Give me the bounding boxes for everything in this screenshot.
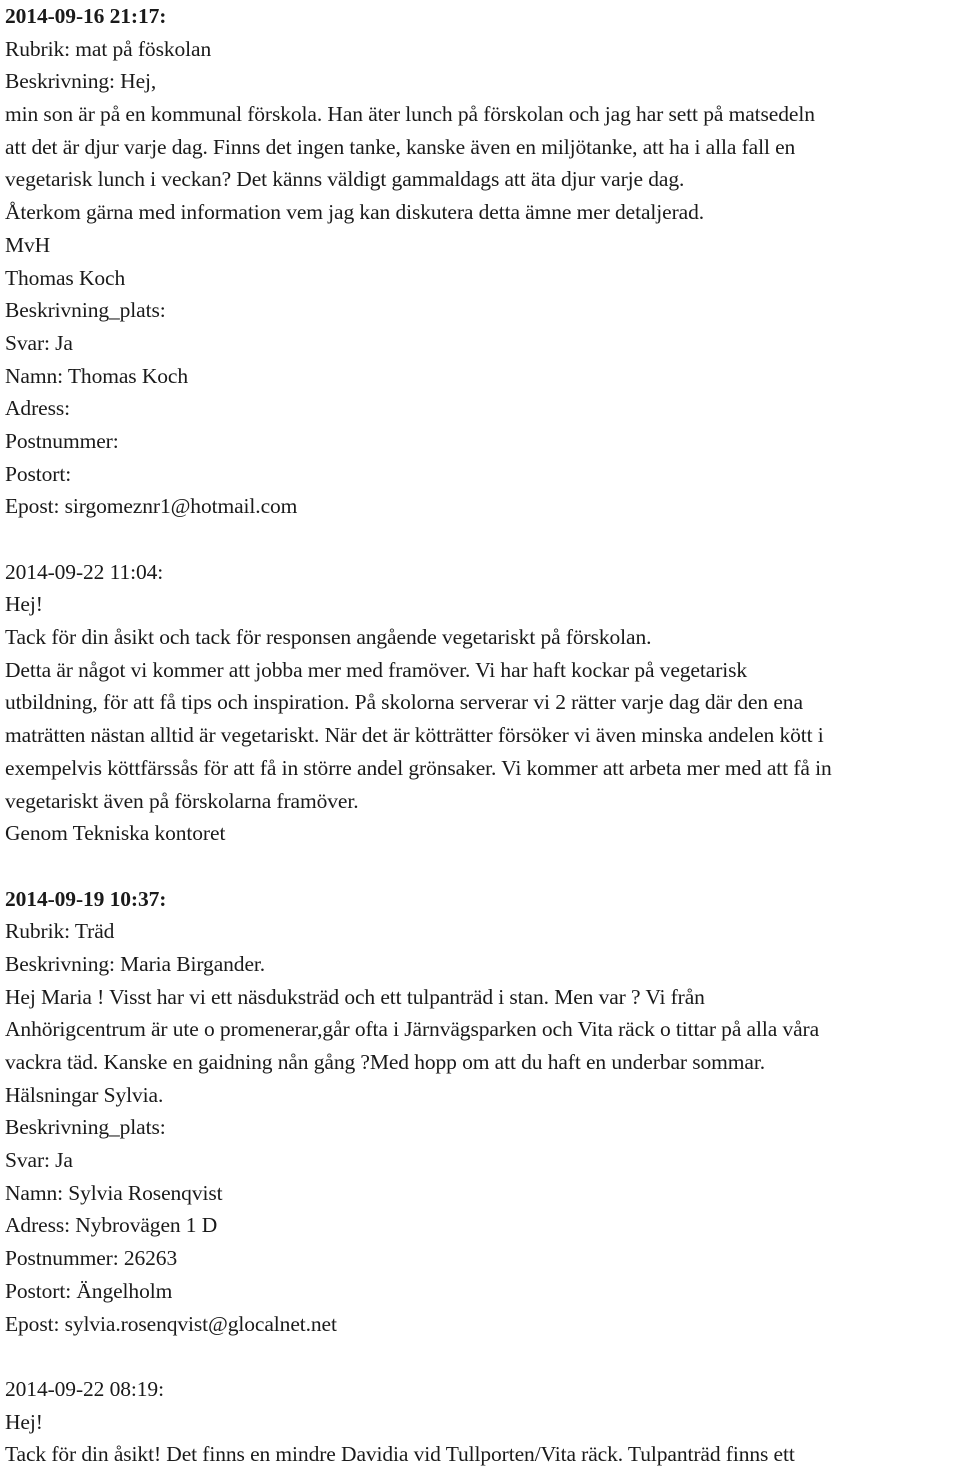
field-postnummer: Postnummer: (5, 428, 119, 453)
entry-body-line: min son är på en kommunal förskola. Han äter lunch på förskolan och jag har sett på matsedeln (5, 102, 815, 127)
reply-timestamp: 2014-09-22 11:04: (5, 559, 164, 584)
field-postnummer: Postnummer: 26263 (5, 1246, 178, 1271)
submission-entry-2 (5, 883, 960, 1341)
field-namn: Namn: Thomas Koch (5, 363, 189, 388)
entry-body-line: Återkom gärna med information vem jag kan diskutera detta ämne mer detaljerad. (5, 200, 705, 225)
reply-entry-1 (5, 556, 960, 850)
field-beskrivning-plats: Beskrivning_plats: (5, 1115, 166, 1140)
field-adress: Adress: (5, 396, 70, 421)
entry-rubrik: Rubrik: mat på föskolan (5, 36, 212, 61)
reply-line: Hej! (5, 1409, 43, 1434)
field-svar: Svar: Ja (5, 1148, 73, 1173)
entry-body-line: Hej Maria ! Visst har vi ett näsduksträd och ett tulpanträd i stan. Men var ? Vi från (5, 984, 705, 1009)
reply-entry-2 (5, 1373, 960, 1471)
field-postort: Postort: (5, 461, 72, 486)
reply-line: Hej! (5, 592, 43, 617)
reply-line: Tack för din åsikt och tack för responsen angående vegetariskt på förskolan. (5, 625, 652, 650)
spacer (5, 850, 960, 883)
reply-line: exempelvis köttfärssås för att få in större andel grönsaker. Vi kommer att arbeta mer med att få in (5, 755, 832, 780)
reply-line: maträtten nästan alltid är vegetariskt. När det är kötträtter försöker vi även minska andelen kött i (5, 723, 824, 748)
entry-body-line: Thomas Koch (5, 265, 126, 290)
entry-body-line: att det är djur varje dag. Finns det ingen tanke, kanske även en miljötanke, att ha i alla fall en (5, 134, 796, 159)
field-postort: Postort: Ängelholm (5, 1278, 173, 1303)
reply-line: Detta är något vi kommer att jobba mer med framöver. Vi har haft kockar på vegetarisk (5, 657, 748, 682)
entry-body-line: vackra täd. Kanske en gaidning nån gång ?Med hopp om att du haft en underbar sommar. (5, 1050, 765, 1074)
field-epost: Epost: sylvia.rosenqvist@glocalnet.net (5, 1311, 337, 1336)
field-beskrivning-plats: Beskrivning_plats: (5, 298, 166, 323)
field-svar: Svar: Ja (5, 330, 73, 355)
spacer (5, 1340, 960, 1373)
reply-signature: Genom Tekniska kontoret (5, 821, 226, 846)
reply-line: utbildning, för att få tips och inspiration. På skolorna serverar vi 2 rätter varje dag där den ena (5, 690, 803, 715)
reply-line: vegetariskt även på förskolarna framöver. (5, 788, 359, 813)
entry-beskrivning: Beskrivning: Maria Birgander. (5, 951, 266, 976)
reply-timestamp: 2014-09-22 08:19: (5, 1376, 164, 1401)
spacer (5, 523, 960, 556)
entry-timestamp: 2014-09-16 21:17: (5, 4, 167, 28)
entry-body-line: MvH (5, 232, 51, 257)
field-epost: Epost: sirgomeznr1@hotmail.com (5, 494, 298, 519)
submission-entry-1 (5, 0, 960, 523)
entry-body-line: vegetarisk lunch i veckan? Det känns väldigt gammaldags att äta djur varje dag. (5, 167, 685, 192)
entry-body-line: Anhörigcentrum är ute o promenerar,går ofta i Järnvägsparken och Vita räck o tittar på alla våra (5, 1017, 820, 1042)
entry-beskrivning: Beskrivning: Hej, (5, 69, 157, 94)
field-adress: Adress: Nybrovägen 1 D (5, 1213, 218, 1238)
reply-line: Tack för din åsikt! Det finns en mindre Davidia vid Tullporten/Vita räck. Tulpanträd finns ett (5, 1442, 795, 1467)
entry-rubrik: Rubrik: Träd (5, 919, 115, 944)
field-namn: Namn: Sylvia Rosenqvist (5, 1180, 223, 1205)
entry-body-line: Hälsningar Sylvia. (5, 1082, 164, 1107)
entry-timestamp: 2014-09-19 10:37: (5, 886, 167, 911)
